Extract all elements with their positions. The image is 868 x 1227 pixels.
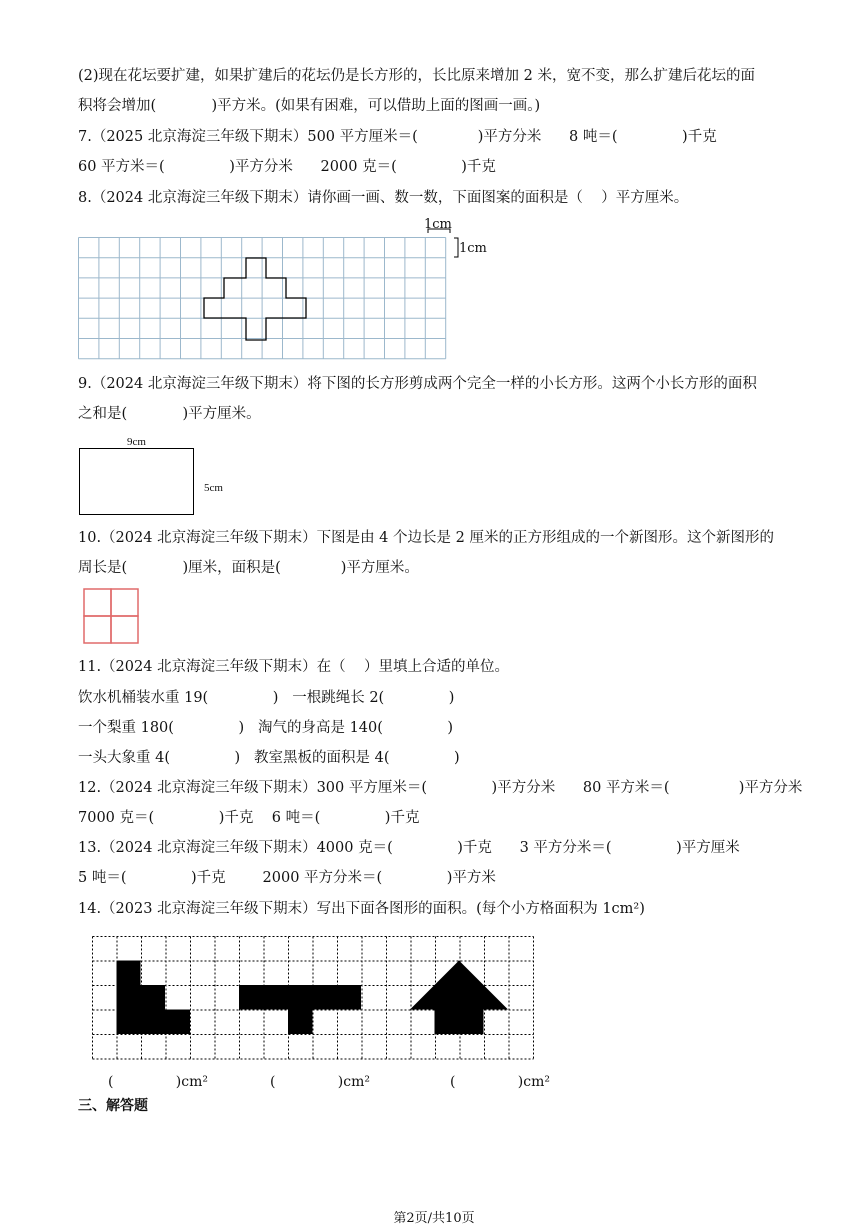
q10-square (84, 589, 111, 616)
q11-line4: 一头大象重 4( ) 教室黑板的面积是 4( ) (78, 750, 460, 766)
q10-line2: 周长是( )厘米，面积是( )平方厘米。 (78, 560, 419, 576)
q9-rectangle (79, 448, 195, 516)
q14-line1: 14.（2023 北京海淀三年级下期末）写出下面各图形的面积。(每个小方格面积为 1cm²) (78, 901, 645, 917)
q9-line2: 之和是( )平方厘米。 (78, 406, 261, 422)
q11-line3: 一个梨重 180( ) 淘气的身高是 140( ) (78, 720, 454, 736)
q13-line2: 5 吨＝( )千克 2000 平方分米＝( )平方米 (78, 870, 496, 886)
q10-line1: 10.（2024 北京海淀三年级下期末）下图是由 4 个边长是 2 厘米的正方形组成的一个新图形。这个新图形的 (78, 530, 774, 546)
q6-line2: 积将会增加( )平方米。(如果有困难，可以借助上面的图画一画。) (78, 98, 541, 114)
q14-l-shape (117, 961, 191, 1035)
q8-line1: 8.（2024 北京海淀三年级下期末）请你画一画、数一数，下面图案的面积是（ ）平方厘米。 (78, 190, 689, 206)
q12-line1: 12.（2024 北京海淀三年级下期末）300 平方厘米＝( )平方分米 80 平方米＝( )平方分米 (78, 780, 803, 796)
section-3-heading: 三、解答题 (78, 1098, 148, 1114)
q12-line2: 7000 克＝( )千克 6 吨＝( )千克 (78, 810, 420, 826)
page-footer: 第2页/共10页 (393, 1211, 475, 1226)
q10-square (84, 616, 111, 643)
q14-answer-2: ( )cm² (270, 1074, 370, 1090)
q9-width-label: 9cm (127, 436, 146, 448)
q7-line2: 60 平方米＝( )平方分米 2000 克＝( )千克 (78, 159, 496, 175)
q11-line1: 11.（2024 北京海淀三年级下期末）在（ ）里填上合适的单位。 (78, 659, 510, 675)
q14-answer-1: ( )cm² (108, 1074, 208, 1090)
q6-line1: (2)现在花坛要扩建，如果扩建后的花坛仍是长方形的，长比原来增加 2 米，宽不变，那么扩建后花坛的面 (78, 68, 755, 84)
q10-square (111, 589, 138, 616)
q8-grid-figure (78, 212, 498, 364)
q14-grid-figure (92, 936, 536, 1060)
q8-height-label: 1cm (459, 241, 487, 256)
q8-height-bracket (454, 238, 458, 257)
q10-square-figure (83, 588, 141, 646)
q7-line1: 7.（2025 北京海淀三年级下期末）500 平方厘米＝( )平方分米 8 吨＝( )千克 (78, 129, 717, 145)
q14-answer-3: ( )cm² (450, 1074, 550, 1090)
q8-shape (204, 258, 306, 340)
q9-line1: 9.（2024 北京海淀三年级下期末）将下图的长方形剪成两个完全一样的小长方形。这两个小长方形的面积 (78, 376, 757, 392)
q10-square (111, 616, 138, 643)
q14-arrow-shape (410, 961, 508, 1035)
q8-width-label: 1cm (424, 217, 452, 232)
q13-line1: 13.（2024 北京海淀三年级下期末）4000 克＝( )千克 3 平方分米＝( )平方厘米 (78, 840, 740, 856)
q9-height-label: 5cm (204, 482, 223, 494)
q11-line2: 饮水机桶装水重 19( ) 一根跳绳长 2( ) (78, 690, 455, 706)
q14-t-shape (239, 985, 361, 1034)
